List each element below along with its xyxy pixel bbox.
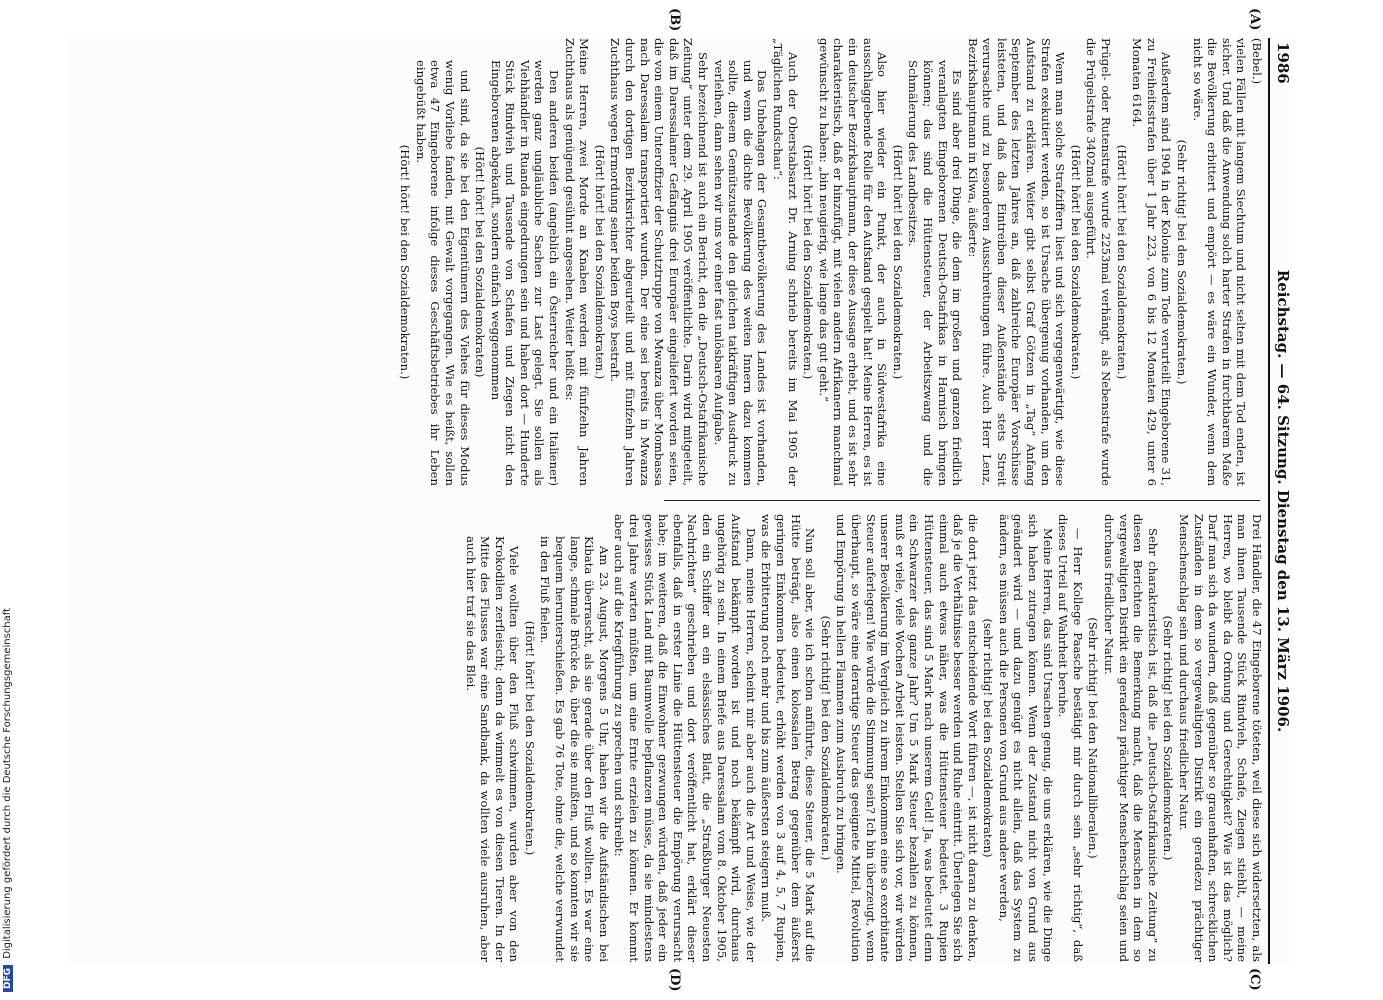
paragraph: vielen Fällen mit langem Siechtum und nicht selten mit dem Tod enden, ist sicher. Und daß die Anwendung solch harter Strafen in furchtbarem Maße die Bevölkerung erbittert und empört — es wäre ein Wunder, wenn dem nicht so wäre. [1190,38,1249,486]
interjection: (Hört! hört! bei den Sozialdemokraten.) [398,144,413,380]
paragraph: Sehr charakteristisch ist, daß die „Deutsch-Ostafrikanische Zeitung“ zu diesen Berichten die Bemerkung macht, daß die Menschen in dem so vergewaltigten Distrikt ein geradezu prächtiger Menschenschlag seien und durchaus friedlicher Natur. [1102,514,1160,962]
interjection: (Hört! hört! bei den Sozialdemokraten.) [801,144,816,380]
interjection: (Sehr richtig! bei den Sozialdemokraten.) [1175,139,1190,385]
paragraph: Also hier wieder ein Punkt, der auch in Südwestafrika eine ausschlaggebende Rolle für den Aufstand gespielt hat! Meine Herren, es ist ein deutscher Bezirkshauptmann, der diese Aussage erhebt, und es ist sehr charakteristisch, daß er hinzufügt, mit vielen andern Afrikanern manchmal gewünscht zu haben: „bin neugierig, wie lange das gut geht.“ [816,38,890,486]
paragraph: und sind, da sie bei den Eigentümern des Viehes für dieses Modus wenig Vorliebe fanden, mit Gewalt vorgegangen. Wie es heißt, sollen etwa 47 Eingeborene infolge dieses Geschäftsbetriebes ihr Leben eingebüßt haben. [413,60,472,486]
page-number: 1986 [1274,42,1292,84]
paragraph: Es sind aber drei Dinge, die dem im großen und ganzen friedlich veranlagten Eingeborenen Deutsch-Ostafrikas in Harnisch bringen können; das sind die Hüttensteuer, der Arbeitszwang und die Schmälerung des Landbesitzes. [906,60,965,486]
paragraph: Den anderen beiden (angeblich ein Österreicher und ein Italiener) werden ganz ungläubliche Sachen zur Last gelegt. Sie sollen als Viehhändler in Ruanda eingedrungen sein und haben dort — Hunderte Stück Rindvieh und Tausende von Schafen und Ziegen nicht den Eingeborenen abgekauft, sondern einfach weggenommen [488,60,562,486]
margin-mark-b: (B) [667,8,682,32]
paragraph: Am 23. August, Morgens 5 Uhr, haben wir die Aufständischen bei Kibata überrascht, als sie gerade über den Fluß wollten. Es war eine lange, schmale Brücke da, über die sie mußten, und so konnten wir sie bequem herunterschießen. Es gab 76 Tote, ohne die, welche verwundet in den Fluß fielen. [538,536,611,962]
left-column [397,38,1264,486]
paragraph: Viele wollten über den Fluß schwimmen, wurden aber von den Krokodilen zerfleischt; denn da wimmelt es von diesen Tieren. In der Mitte des Flusses war eine Sandbank, da wollten viele ausruhen, aber auch hier traf sie das Blei. [463,536,522,962]
interjection: (sehr richtig! bei den Sozialdemokraten) [981,618,996,858]
paragraph: Prügel- oder Rutenstrafe wurde 2253mal verhängt, als Nebenstrafe wurde die Prügelstrafe 3402mal ausgeführt. [1084,38,1114,486]
paragraph: Dann, meine Herren, scheint mir aber auch die Art und Weise, wie der Aufstand bekämpft worden ist und noch bekämpft wird, durchaus ungehörig zu sein. In einem Briefe aus Daressalam vom 8. Oktober 1905, den ein Schiffer an ein elsässisches Blatt, die „Straßburger Neuesten Nachrichten“ geschrieben und dort veröffentlicht hat, erklärt dieser ebenfalls, daß in erster Linie die Hüttensteuer die Empörung verursacht habe; im weiteren, daß die Einwohner gezwungen würden, daß jeder ein gewisses Stück Land mit Baumwolle bepflanzen müsse, da sie mindestens drei Jahre warten müßten, um eine Ernte erzielen zu können. Er kommt aber auch auf die Kriegführung zu sprechen und schreibt: [612,514,758,962]
page-header [1272,38,1294,964]
paragraph: (Bebel.) [1250,38,1264,85]
document-page [68,8,1294,992]
interjection: (Hört! hört! bei den Sozialdemokraten.) [890,144,905,380]
dfg-logo: DFG [3,965,13,992]
margin-mark-c: (C) [1247,968,1262,991]
interjection: (Hört! hört! bei den Sozialdemokraten) [473,146,488,378]
paragraph: Nun soll aber, wie ich schon anführte, diese Steuer, die 5 Mark auf die Hütte beträgt, also einen kolossalen Betrag gegenüber dem äußerst geringen Einkommen bedeutet, erhöht werden von 3 auf 4, 5, 7 Rupien, was die Erbitterung noch mehr und bis zum äußersten steigern muß. [759,514,818,962]
right-column [462,514,1264,962]
paragraph: Auch der Oberstabsarzt Dr. Arning schrieb bereits im Mai 1905 der „Täglichen Rundschau“: [771,38,800,486]
margin-mark-a: (A) [1247,8,1262,31]
dfg-credit-text: Digitalisierung gefördert durch die Deutsche Forschungsgemeinschaft [2,607,13,959]
paragraph: Meine Herren, das sind Ursachen genug, die uns erklären, wie die Dinge sich haben zutragen können. Wenn der Zustand nicht von Grund aus geändert wird — und dazu genügt es nicht allein, daß das System zu ändern, es müssen auch die Personen von Grund aus andere werden, [996,514,1055,962]
page-title: Reichstag. — 64. Sitzung. Dienstag den 13. März 1906. [1274,269,1292,733]
paragraph: Wenn man solche Strafziffern liest und sich vergegenwärtigt, wie diese Strafen exekutiert werden, so ist Ursache übergenug vorhanden, um den Aufstand zu erklären. Weiter gibt selbst Graf Götzen in „Tag“ Anfang September des letzten Jahres an, daß zahlreiche Europäer Vorschüsse leisteten, und daß das Eintreiben dieser Außenstände stets Streit verursachte und zu besonderen Ausschreitungen führe. Auch Herr Lenz, Bezirkshauptmann in Kilwa, äußerte: [965,38,1068,486]
paragraph: die dort jetzt das entscheidende Wort führen —, ist nicht daran zu denken, daß je die Verhältnisse besser werden und Ruhe eintritt. Überlegen Sie sich einmal auch etwas näher, was die Hüttensteuer bedeutet. 3 Rupien Hüttensteuer, das sind 5 Mark nach unserem Geld! Ja, was bedeutet denn ein Schwarzer das ganze Jahr? Um 5 Mark Steuer bezahlen zu können, muß er viele, viele Wochen Arbeit leisten. Stellen Sie sich vor, wir würden unserer Bevölkerung im Vergleich zu ihrem Einkommen eine so exorbitante Steuer auferlegen! Wie würde die Stimmung sein? Ich bin überzeugt, wenn überhaupt, so wäre eine derartige Steuer das geeignete Mittel, Revolution und Empörung in hellen Flammen zum Ausbruch zu bringen. [834,514,980,962]
paragraph: Drei Händler, die 47 Eingeborene töteten, weil diese sich widersetzten, als man ihnen Tausende Stück Rindvieh, Schafe, Ziegen stiehlt, — meine Herren, wo bleibt da Ordnung und Gerechtigkeit? Wie ist das möglich? Darf man sich da wundern, daß gegenüber so grauenhaften, schrecklichen Zuständen in dem so vergewaltigten Distrikt ein geradezu prächtiger Menschenschlag sein und durchaus friedlicher Natur. [1177,514,1264,962]
interjection: (Hört! hört! bei den Sozialdemokraten.) [1068,144,1083,380]
interjection: (Sehr richtig! bei den Nationalliberalen.) [1086,617,1101,859]
interjection: (Hört! hört! bei den Sozialdemokraten.) [592,144,607,380]
interjection: (Hört! hört! bei den Sozialdemokraten.) [1114,144,1129,380]
paragraph: Meine Herren, zwei Morde an Knaben werden mit fünfzehn Jahren Zuchthaus als genügend gesühnt angesehen. Weiter heißt es: [562,38,592,486]
interjection: (Sehr richtig! bei den Sozialdemokraten.) [1161,615,1176,861]
header-rule [1268,38,1270,964]
interjection: (Sehr richtig! bei den Sozialdemokraten.) [818,615,833,861]
interjection: (Hört! hört! bei den Sozialdemokraten.) [522,620,537,856]
paragraph: Das Unbehagen der Gesamtbevölkerung des Landes ist vorhanden, und wenn die dichte Bevölkerung des weiten Innern dazu kommen sollte, diesem Gemütszustande den gleichen tatkräftigen Ausdruck zu verleihen, dann sehen wir uns vor einer fast unlösbaren Aufgabe. [711,60,770,486]
column-divider [664,500,1260,501]
paragraph: Außerdem sind 1904 in der Kolonie zum Tode verurteilt Eingeborene 31, zu Freiheitsstrafen über 1 Jahr 223, von 6 bis 12 Monaten 429, unter 6 Monaten 6164. [1130,38,1174,486]
dfg-footer [2,0,13,992]
margin-mark-d: (D) [667,968,682,992]
paragraph: — Herr Kollege Paasche bestätigt mir durch sein „sehr richtig“, daß dieses Urteil auf Wahrheit beruhe. [1056,514,1085,962]
paragraph: Sehr bezeichnend ist auch ein Bericht, den die „Deutsch-Ostafrikanische Zeitung“ unter dem 29. April 1905 veröffentlichte. Darin wird mitgeteilt, daß im Daressalamer Gefängnis drei Europäer eingeliefert worden seien, die von einem Unteroffizier der Schutztruppe von Mwanza über Mombassa nach Daressalam transportiert wurden. Der eine sei bereits in Mwanza durch den dortigen Bezirksrichter abgeurteilt und mit fünfzehn Jahren Zuchthaus wegen Ermordung seiner beiden Boys bestraft. [608,38,711,486]
